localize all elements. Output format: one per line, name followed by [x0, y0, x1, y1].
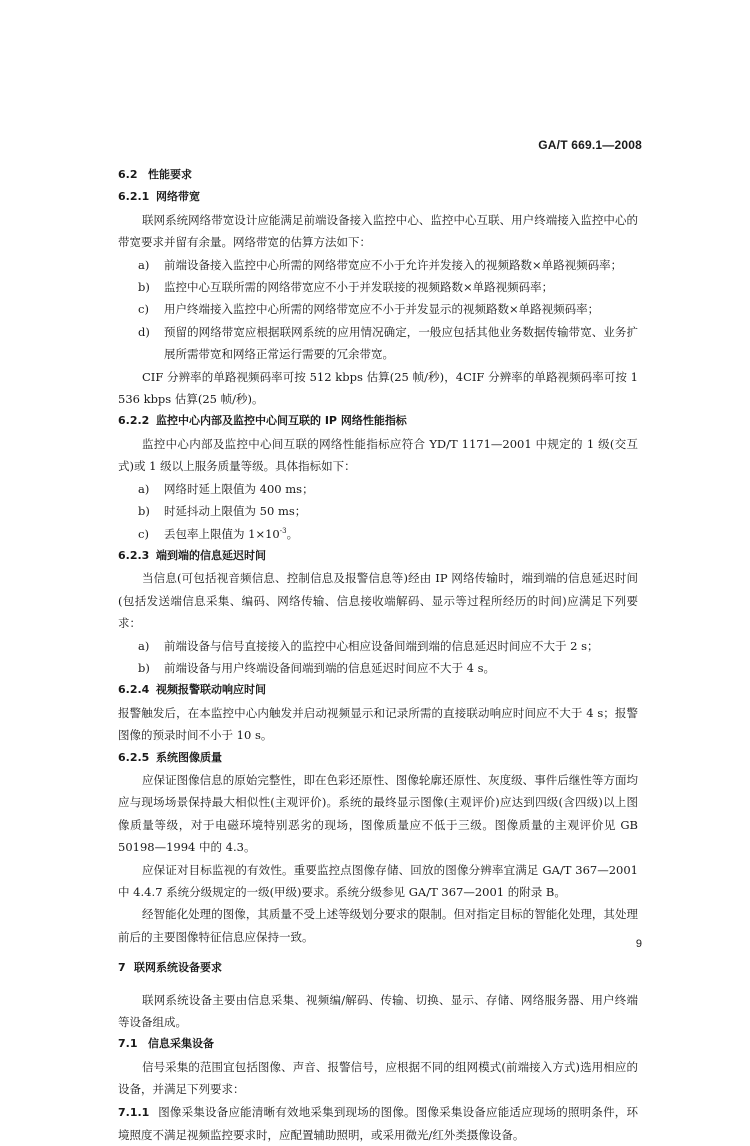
section-heading-7-1 [118, 1033, 638, 1055]
section-number: 6.2 [118, 168, 138, 181]
paragraph: 当信息(可包括视音频信息、控制信息及报警信息等)经由 IP 网络传输时，端到端的信息延迟时间(包括发送端信息采集、编码、网络传输、信息接收端解码、显示等过程所经历的时间)应满足下列要求： [118, 571, 638, 631]
list-item: a) 前端设备接入监控中心所需的网络带宽应不小于允许并发接入的视频路数×单路视频码率； [138, 257, 623, 272]
paragraph: 经智能化处理的图像，其质量不受上述等级划分要求的限制。但对指定目标的智能化处理，其处理前后的主要图像特征信息应保持一致。 [118, 907, 638, 944]
list-item: c) 用户终端接入监控中心所需的网络带宽应不小于并发显示的视频路数×单路视频码率； [138, 302, 600, 317]
section-number: 7 [118, 961, 126, 975]
document-body [118, 164, 638, 1146]
paragraph: 联网系统设备主要由信息采集、视频编/解码、传输、切换、显示、存储、网络服务器、用户终端等设备组成。 [118, 992, 638, 1030]
paragraph: 应保证图像信息的原始完整性，即在色彩还原性、图像轮廓还原性、灰度级、事件后继性等方面均应与现场场景保持最大相似性(主观评价)。系统的最终显示图像(主观评价)应达到四级(含四级)以上图像质量等级，对于电磁环境特别恶劣的现场，图像质量应不低于三级。图像质量的主观评价见 GB 50198—1994 中的 4.3。 [118, 772, 638, 855]
paragraph: 报警触发后，在本监控中心内触发并启动视频显示和记录所需的直接联动响应时间应不大于 4 s；报警图像的预录时间不小于 10 s。 [118, 705, 638, 743]
clause-text: 图像采集设备应能清晰有效地采集到现场的图像。图像采集设备应能适应现场的照明条件，环境照度不满足视频监控要求时，应配置辅助照明，或采用微光/红外类摄像设备。 [118, 1104, 638, 1143]
section-heading-7 [118, 957, 638, 979]
list-item: a) 前端设备与信号直接接入的监控中心相应设备间端到端的信息延迟时间应不大于 2 s； [138, 638, 599, 653]
list-item: c) 丢包率上限值为 $1\times 10^{-3}$。 [138, 526, 299, 541]
list-item: b) 时延抖动上限值为 50 ms； [138, 504, 307, 519]
section-heading-6-2-5 [118, 747, 638, 769]
standard-code: GA/T 669.1—2008 [538, 138, 642, 152]
list-item: b) 监控中心互联所需的网络带宽应不小于并发联接的视频路数×单路视频码率； [138, 280, 554, 295]
section-title: 监控中心内部及监控中心间互联的 IP 网络性能指标 [156, 414, 407, 428]
section-title: 性能要求 [148, 168, 192, 181]
paragraph: 联网系统网络带宽设计应能满足前端设备接入监控中心、监控中心互联、用户终端接入监控中心的带宽要求并留有余量。网络带宽的估算方法如下： [118, 212, 638, 250]
paragraph: CIF 分辨率的单路视频码率可按 512 kbps 估算(25 帧/秒)，4CIF 分辨率的单路视频码率可按 1 536 kbps 估算(25 帧/秒)。 [118, 369, 638, 407]
section-number: 6.2.3 [118, 548, 150, 562]
section-number: 7.1.1 [118, 1105, 150, 1119]
section-heading-6-2-3 [118, 545, 638, 567]
section-title: 端到端的信息延迟时间 [156, 548, 266, 562]
section-heading-6-2-1 [118, 186, 638, 208]
section-number: 6.2.1 [118, 190, 150, 204]
section-heading-6-2-2 [118, 410, 638, 432]
list-item: d) 预留的网络带宽应根据联网系统的应用情况确定，一般应包括其他业务数据传输带宽、业务扩展所需带宽和网络正常运行需要的冗余带宽。 [138, 324, 638, 362]
section-title: 信息采集设备 [148, 1037, 214, 1051]
section-title: 视频报警联动响应时间 [156, 683, 266, 697]
section-heading-6-2-4 [118, 679, 638, 701]
page-number: 9 [635, 938, 642, 950]
list-item: b) 前端设备与用户终端设备间端到端的信息延迟时间应不大于 4 s。 [138, 660, 496, 675]
list-item: a) 网络时延上限值为 400 ms； [138, 481, 314, 496]
section-title: 系统图像质量 [156, 750, 222, 764]
paragraph: 应保证对目标监视的有效性。重要监控点图像存储、回放的图像分辨率宜满足 GA/T 367—2001 中 4.4.7 系统分级规定的一级(甲级)要求。系统分级参见 GA/T 367—2001 的附录 B。 [118, 862, 638, 899]
paragraph: 信号采集的范围宜包括图像、声音、报警信号，应根据不同的组网模式(前端接入方式)选用相应的设备，并满足下列要求： [118, 1059, 638, 1097]
section-number: 6.2.4 [118, 683, 150, 697]
section-number: 7.1 [118, 1037, 138, 1051]
paragraph: 监控中心内部及监控中心间互联的网络性能指标应符合 YD/T 1171—2001 中规定的 1 级(交互式)或 1 级以上服务质量等级。具体指标如下： [118, 436, 638, 474]
section-number: 6.2.2 [118, 414, 150, 428]
section-number: 6.2.5 [118, 750, 150, 764]
section-heading-6-2 [118, 164, 638, 186]
section-title: 网络带宽 [156, 190, 200, 204]
clause-7-1-1 [118, 1101, 638, 1146]
section-title: 联网系统设备要求 [134, 961, 222, 975]
